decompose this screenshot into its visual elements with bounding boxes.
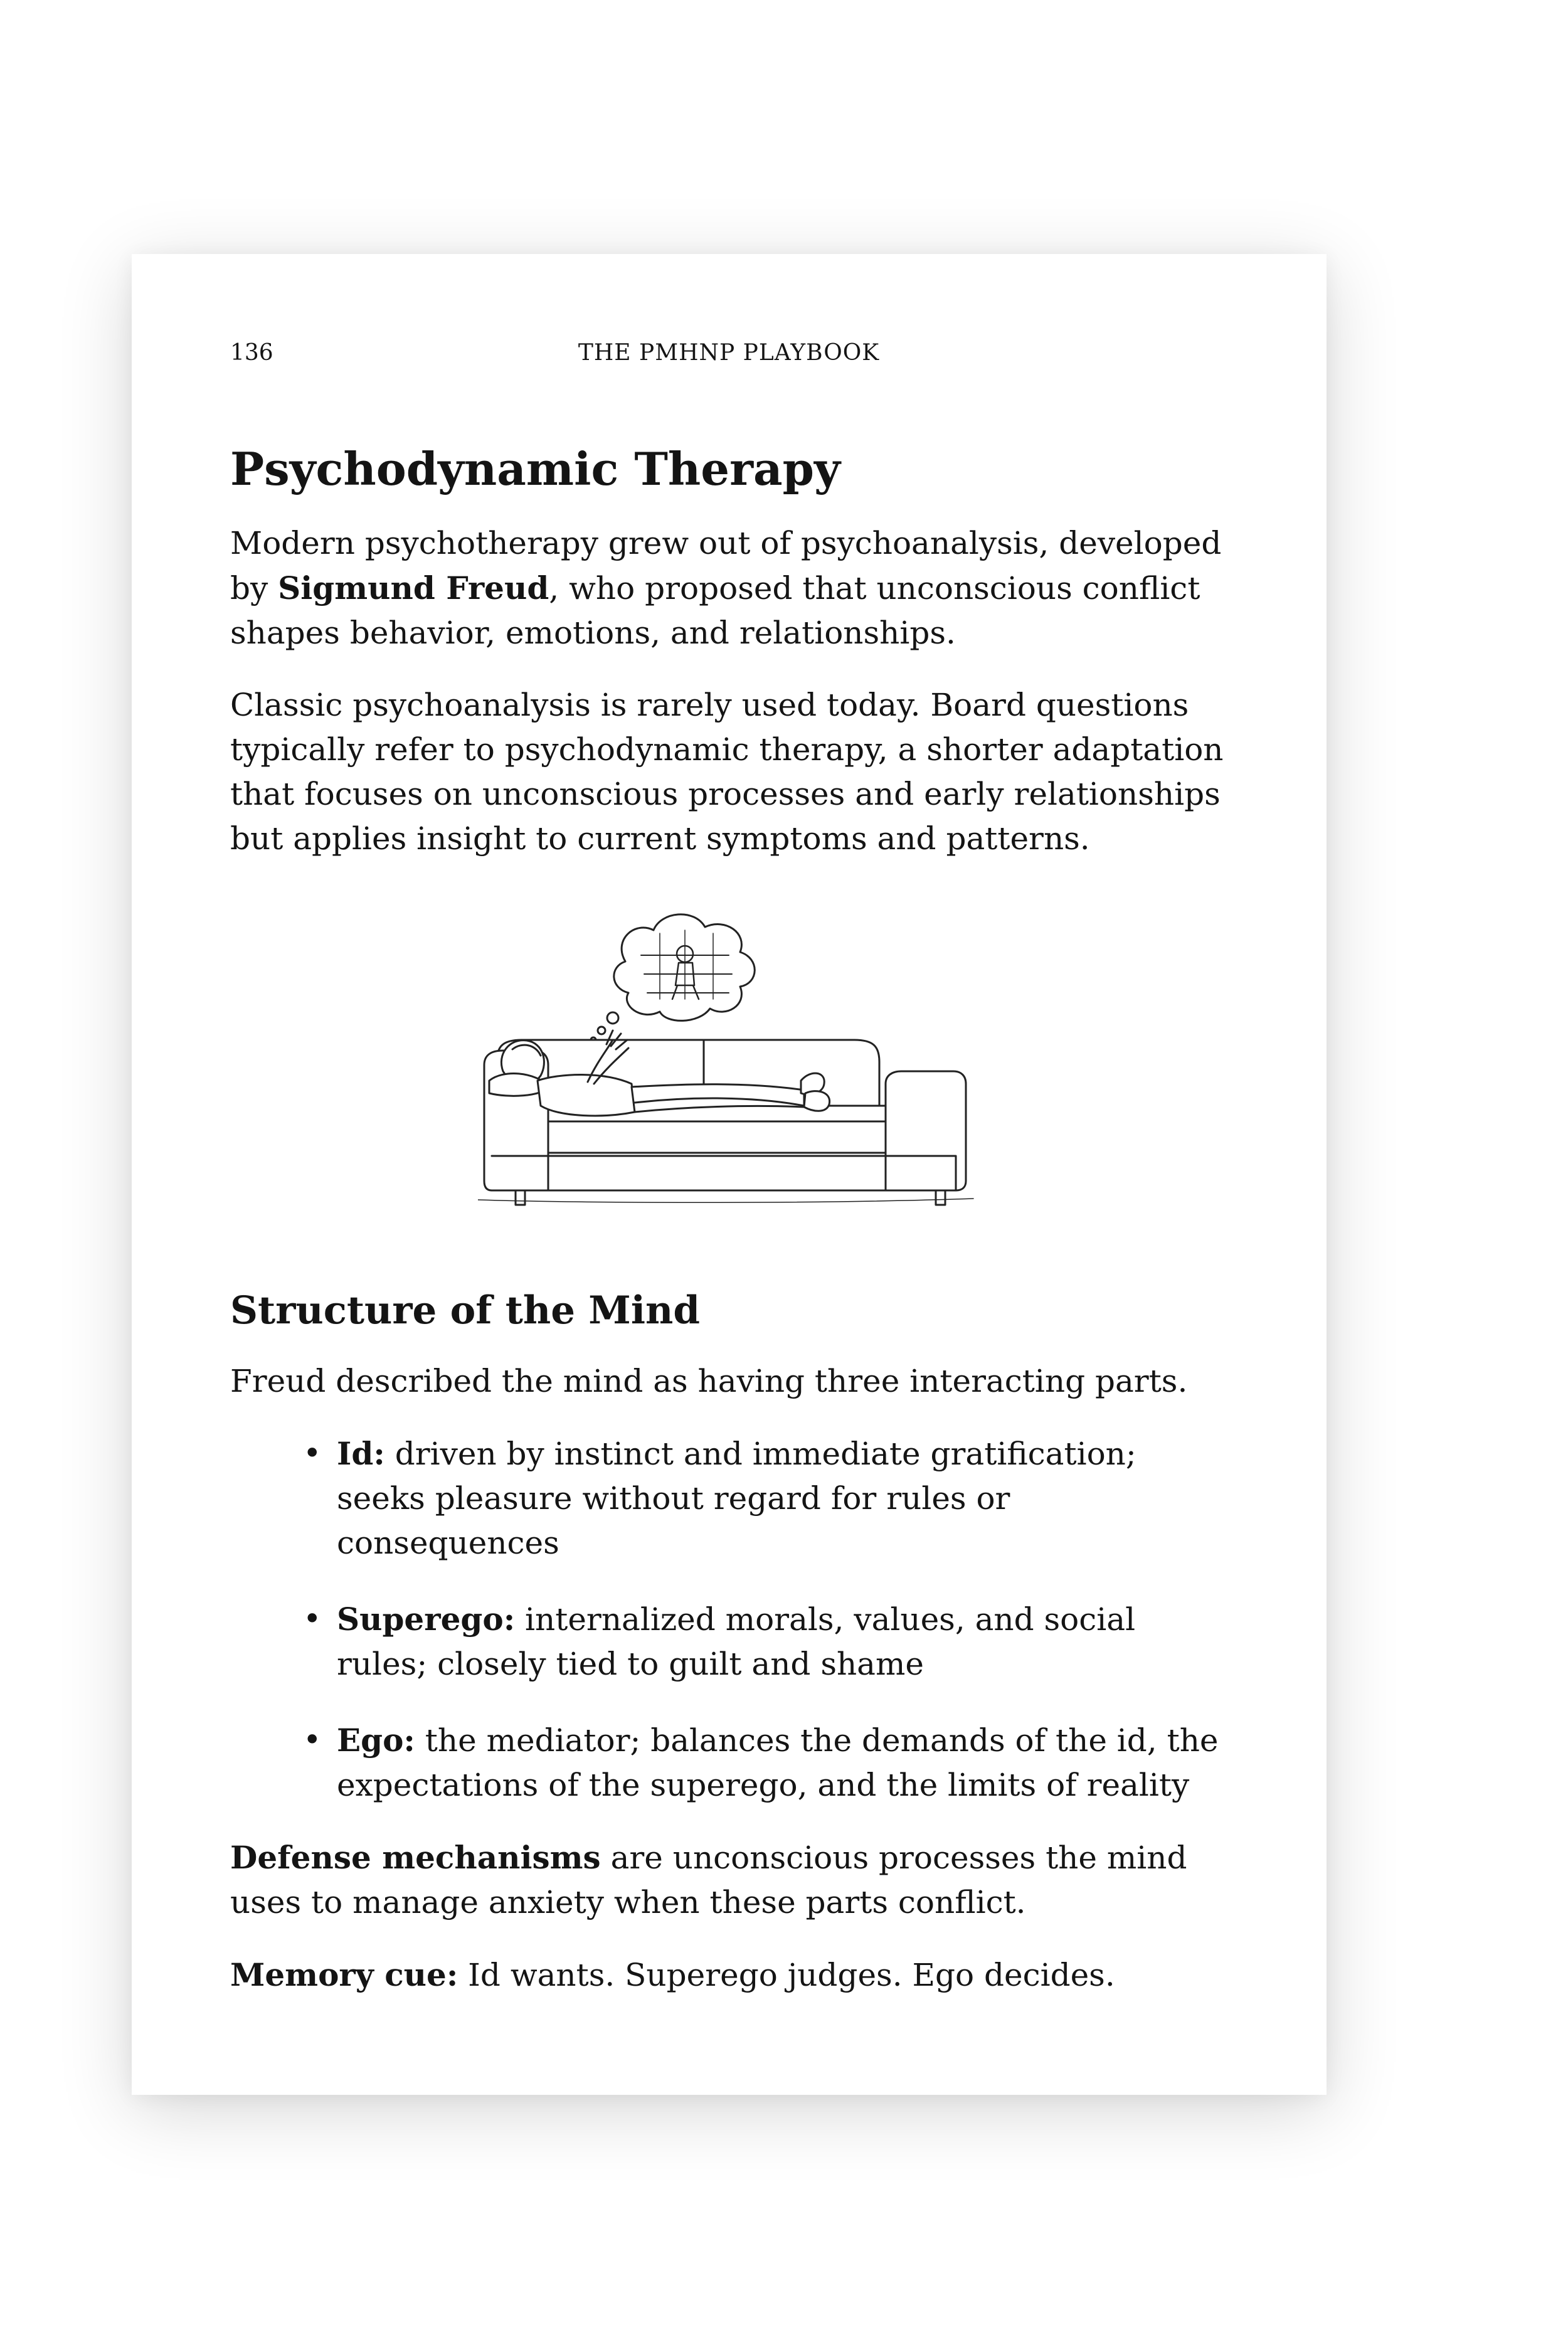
freud-name: Sigmund Freud [278, 569, 549, 607]
subsection-title: Structure of the Mind [230, 1288, 701, 1333]
page-number: 136 [230, 340, 273, 366]
defense-mechanisms-paragraph: Defense mechanisms are unconscious processes the mind uses to manage anxiety when these parts conflict. [230, 1838, 1187, 1920]
intro-paragraph: Modern psychotherapy grew out of psychoanalysis, developed by Sigmund Freud, who proposed that unconscious conflict shapes behavior, emotions, and relationships. [230, 525, 1222, 652]
patient-on-couch-illustration [230, 905, 1227, 1219]
memory-cue: Memory cue: Id wants. Superego judges. Ego decides. [230, 1956, 1115, 1993]
page-content [230, 442, 1227, 2025]
list-item: • Id: driven by instinct and immediate gratification; seeks pleasure without regard for rules or consequences [303, 1434, 1136, 1561]
mind-parts-list [230, 1431, 1227, 1808]
psychoanalysis-paragraph: Classic psychoanalysis is rarely used today. Board questions typically refer to psychodynamic therapy, a shorter adaptation that focuses on unconscious processes and early relationships but applies insight to current symptoms and patterns. [230, 687, 1224, 857]
running-head [230, 334, 1227, 372]
list-item: • Superego: internalized morals, values, and social rules; closely tied to guilt and shame [303, 1600, 1136, 1682]
book-title: THE PMHNP PLAYBOOK [578, 340, 880, 366]
mind-intro: Freud described the mind as having three interacting parts. [230, 1362, 1188, 1399]
book-page [132, 254, 1327, 2095]
list-item: • Ego: the mediator; balances the demands of the id, the expectations of the superego, and the limits of reality [303, 1721, 1219, 1803]
section-title: Psychodynamic Therapy [230, 442, 840, 495]
